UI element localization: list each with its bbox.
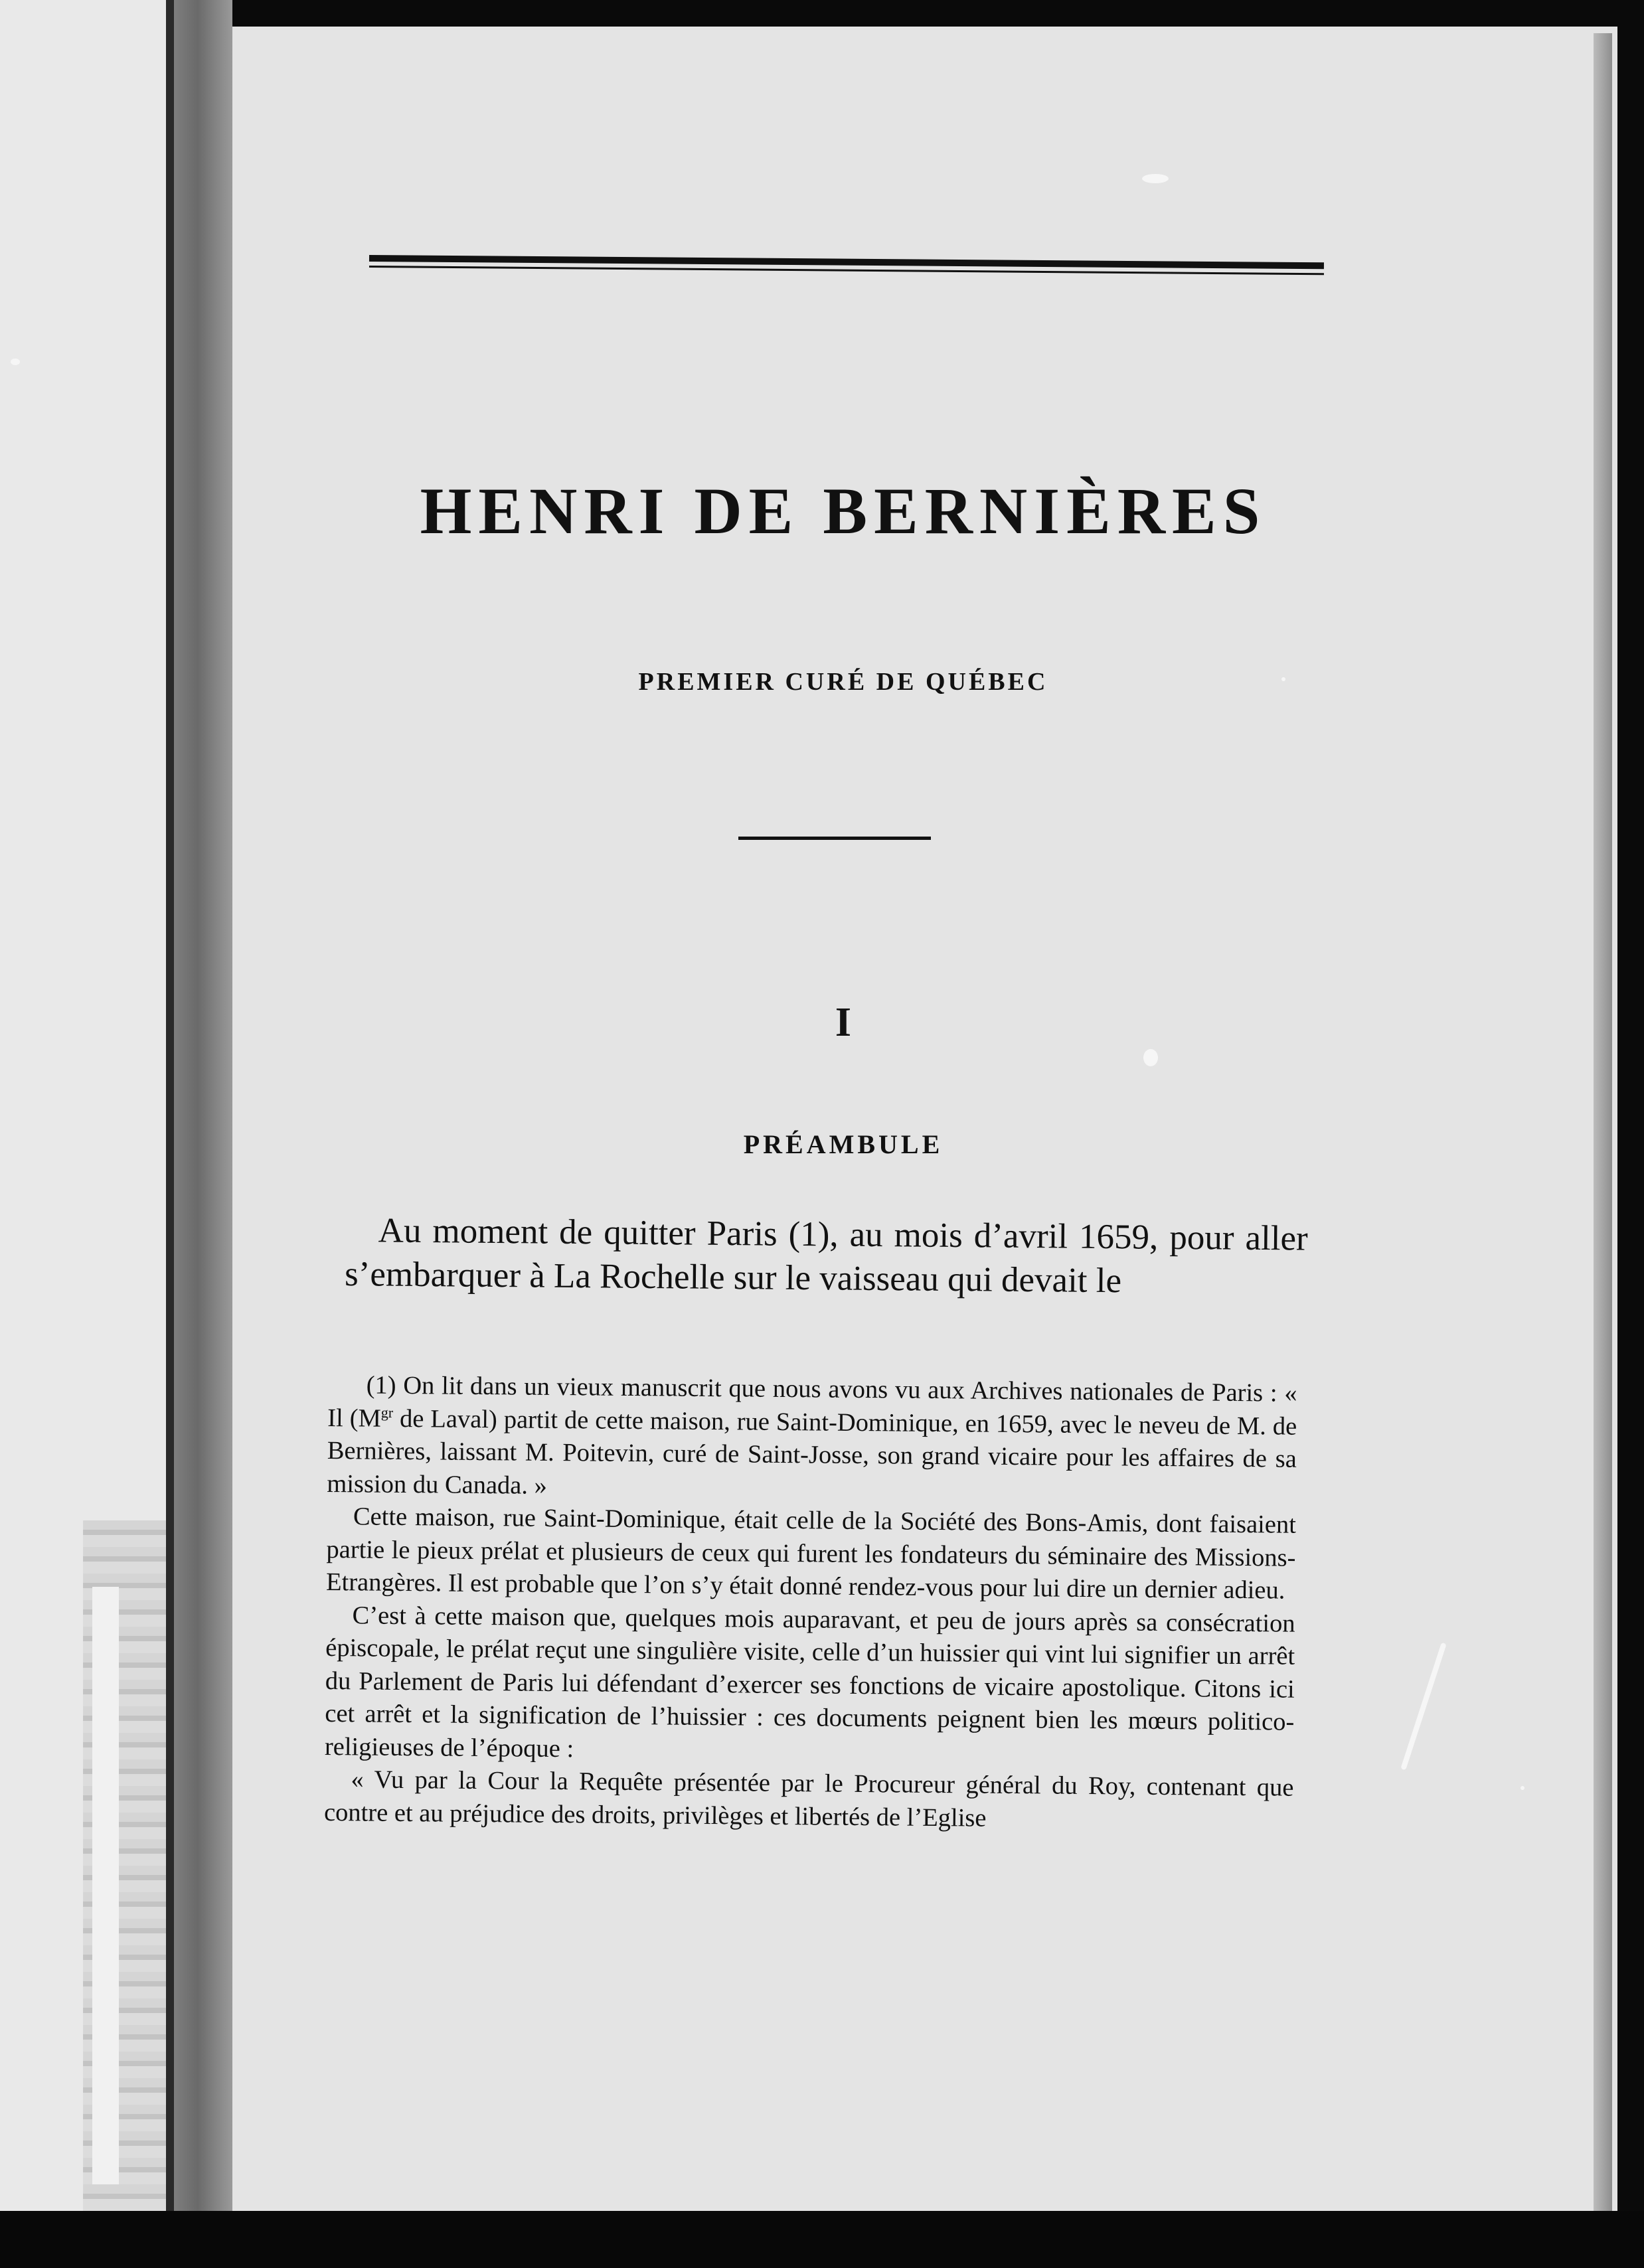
scan-speck [1142,174,1169,183]
scan-speck [11,359,20,365]
title-divider [738,837,931,840]
footnote-text: de Laval) partit de cette maison, rue Saint-Dominique, en 1659, avec le neveu de M. de Bernières, laissant M. Poitevin, curé de Saint-Josse, son grand vicaire pour les affaires de sa mission du Canada. » [327,1404,1297,1500]
page-subtitle: PREMIER CURÉ DE QUÉBEC [638,668,1048,696]
footnotes [324,1361,1297,1838]
footnote-paragraph: « Vu par la Cour la Requête présentée par le Procureur général du Roy, contenant que contre et au préjudice des droits, privilèges et libertés de l’Eglise [323,1765,1294,1832]
torn-paper-edge [83,1520,169,2211]
scan-speck [1143,1049,1158,1066]
body-paragraph: Au moment de quitter Paris (1), au mois d’avril 1659, pour aller s’embarquer à La Rochelle sur le vaisseau qui devait le [344,1211,1308,1301]
scan-speck [1521,1786,1524,1790]
footnote-text: (1) On lit dans un vieux manuscrit que nous avons vu aux Archives nationales de Paris : « Il (M [327,1371,1297,1433]
previous-page-fragment [0,0,174,2211]
chapter-number: I [835,1000,852,1045]
page-title: HENRI DE BERNIÈRES [420,474,1267,548]
page-edge [1594,33,1612,2224]
chapter-title: PRÉAMBULE [743,1129,944,1159]
footnote-superscript: gr [380,1404,394,1421]
footnote-paragraph: Cette maison, rue Saint-Dominique, était celle de la Société des Bons-Amis, dont faisaient partie le pieux prélat et plusieurs de ceux qui furent les fondateurs du séminaire des Missions-Etrangères. Il est probable que l’on s’y était donné rendez-vous pour lui dire un dernier adieu. [325,1502,1297,1605]
footnote-paragraph [327,1369,1297,1509]
footnote-paragraph: C’est à cette maison que, quelques mois auparavant, et peu de jours après sa consécration épiscopale, le prélat reçut une singulière visite, celle d’un huissier qui vint lui signifier un arrêt du Parlement de Paris lui défendant d’exercer ses fonctions de vicaire apostolique. Citons ici cet arrêt et la signification de l’huissier : ces documents peignent bien les mœurs politico-religieuses de l’époque : [324,1601,1295,1763]
scan-bottom-border [0,2211,1644,2268]
scan-speck [1281,677,1285,681]
book-page [232,27,1617,2218]
book-gutter [174,0,232,2211]
